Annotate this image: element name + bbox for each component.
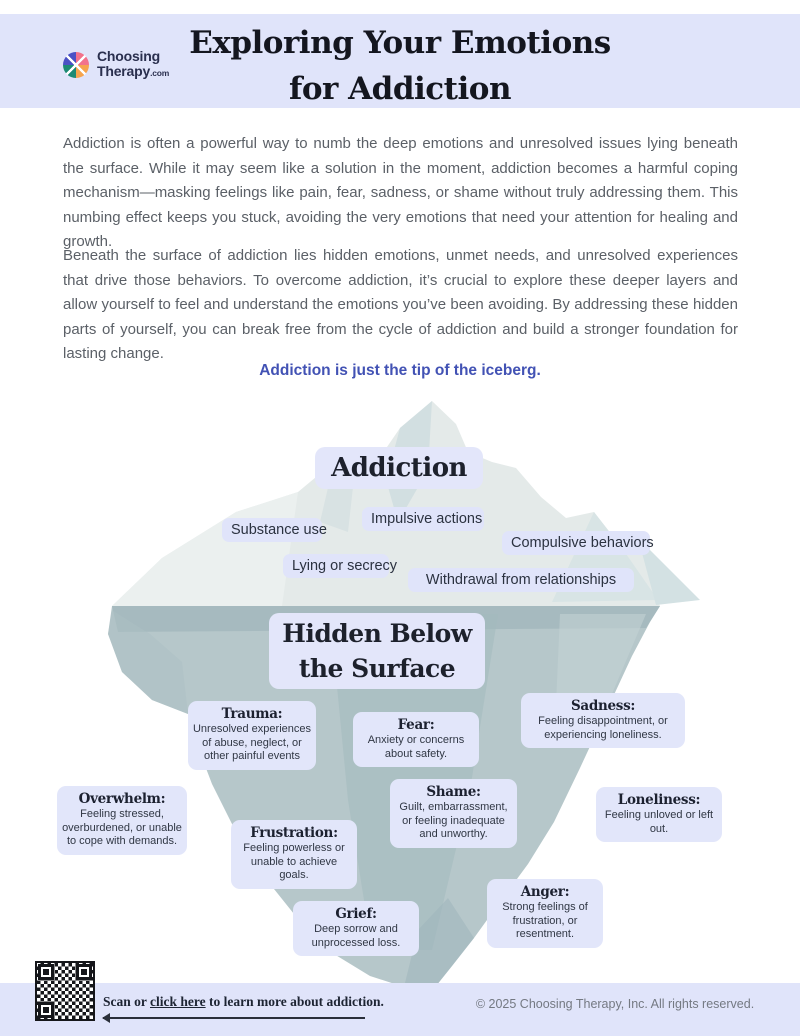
copyright-notice: © 2025 Choosing Therapy, Inc. All rights reserved.	[475, 997, 755, 1011]
emotion-title: Anger:	[520, 884, 570, 900]
brand-line1: Choosing	[97, 48, 160, 64]
emotion-title: Trauma:	[221, 706, 283, 722]
surface-item-impulsive-actions: Impulsive actions	[362, 507, 484, 531]
emotion-desc: Guilt, embarrassment, or feeling inadequate and unworthy.	[399, 801, 508, 840]
emotion-title: Sadness:	[570, 698, 636, 714]
surface-item-compulsive-behaviors: Compulsive behaviors	[502, 531, 650, 555]
left-arrow-icon	[103, 1017, 365, 1019]
emotion-card-overwhelm	[57, 786, 187, 855]
emotion-card-shame	[390, 779, 517, 848]
page-title: Exploring Your Emotions for Addiction	[189, 25, 611, 107]
surface-item-substance-use: Substance use	[222, 518, 322, 542]
intro-paragraph-2: Beneath the surface of addiction lies hidden emotions, unmet needs, and unresolved experiences that drive those behaviors. To overcome addiction, it’s crucial to explore these deeper layers and allow yourself to feel and understand the emotions you’ve been avoiding. By addressing these hidden parts of yourself, you can break free from the cycle of addiction and build a stronger foundation for lasting change.	[63, 247, 738, 362]
emotion-desc: Feeling powerless or unable to achieve goals.	[243, 842, 345, 881]
emotion-card-grief	[293, 901, 419, 956]
surface-item-lying-or-secrecy: Lying or secrecy	[283, 554, 389, 578]
emotion-card-loneliness	[596, 787, 722, 842]
emotion-desc: Deep sorrow and unprocessed loss.	[311, 923, 401, 949]
brand-suffix: .com	[150, 68, 170, 78]
emotion-title: Shame:	[426, 784, 481, 800]
emotion-card-anger	[487, 879, 603, 948]
emotion-title: Overwhelm:	[78, 791, 166, 807]
iceberg-tip-label: Addiction	[315, 447, 483, 489]
scan-instruction: Scan or click here to learn more about addiction.	[103, 994, 384, 1009]
tagline: Addiction is just the tip of the iceberg.	[259, 362, 541, 379]
brand-line2: Therapy	[97, 63, 151, 79]
emotion-desc: Strong feelings of frustration, or resentment.	[502, 901, 588, 940]
emotion-card-trauma	[188, 701, 316, 770]
emotion-card-fear	[353, 712, 479, 767]
click-here-link[interactable]: click here	[150, 994, 206, 1009]
emotion-desc: Anxiety or concerns about safety.	[367, 734, 465, 760]
emotion-title: Fear:	[397, 717, 435, 733]
qr-code[interactable]	[35, 961, 95, 1021]
qr-finder-icon	[38, 964, 54, 980]
surface-item-withdrawal: Withdrawal from relationships	[408, 568, 634, 592]
intro-paragraph-1: Addiction is often a powerful way to numb the deep emotions and unresolved issues lying beneath the surface. While it may seem like a solution in the moment, addiction becomes a harmful coping mechanism—masking feelings like pain, fear, sadness, or shame without truly addressing them. This numbing effect keeps you stuck, avoiding the very emotions that need your attention for healing and growth.	[63, 135, 738, 250]
emotion-title: Frustration:	[250, 825, 338, 841]
qr-finder-icon	[38, 1002, 54, 1018]
emotion-card-sadness	[521, 693, 685, 748]
qr-finder-icon	[76, 964, 92, 980]
emotion-title: Loneliness:	[617, 792, 701, 808]
emotion-title: Grief:	[335, 906, 377, 922]
emotion-card-frustration	[231, 820, 357, 889]
emotion-desc: Feeling stressed, overburdened, or unable to cope with demands.	[62, 808, 182, 847]
emotion-desc: Feeling disappointment, or experiencing loneliness.	[538, 715, 668, 741]
emotion-desc: Feeling unloved or left out.	[604, 809, 714, 835]
emotion-desc: Unresolved experiences of abuse, neglect, or other painful events	[192, 723, 311, 762]
hidden-section-label: Hidden Below the Surface	[269, 613, 485, 689]
